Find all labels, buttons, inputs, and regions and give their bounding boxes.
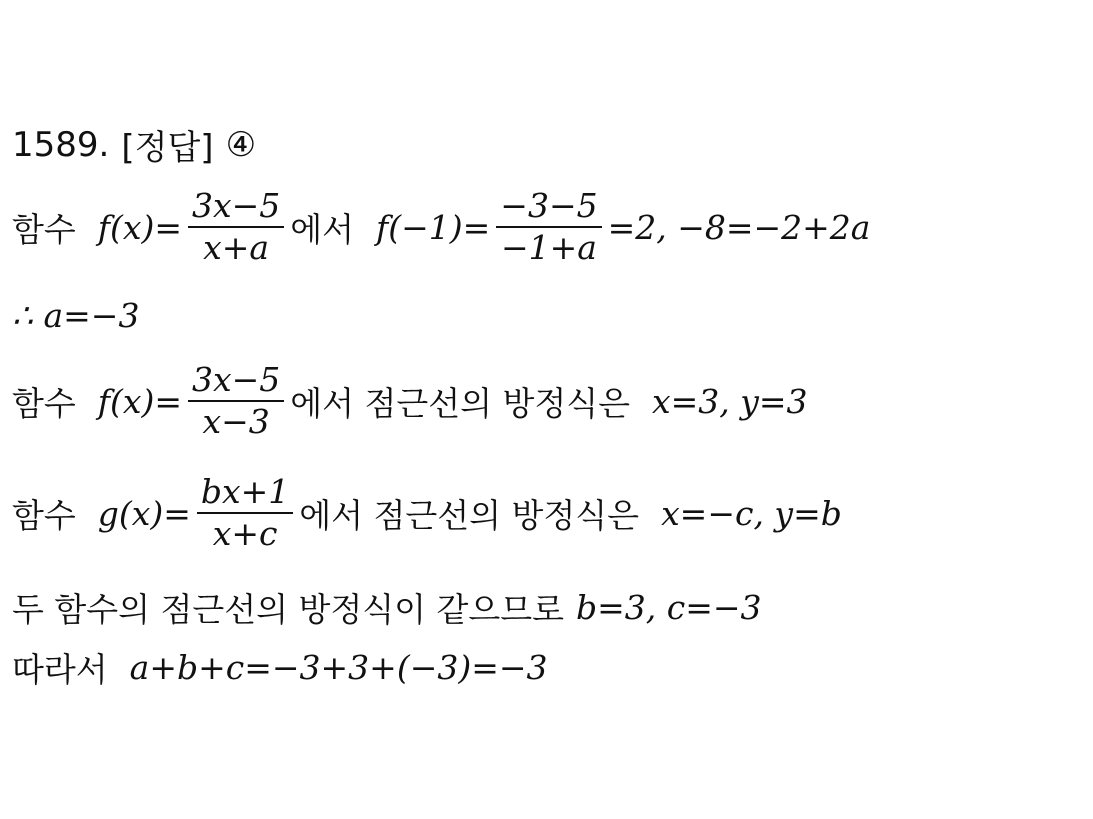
line5-rhs: b=3, c=−3 [576, 588, 762, 627]
line4-mid: 에서 점근선의 방정식은 [299, 495, 640, 535]
line3-rhs: x=3, y=3 [652, 381, 808, 421]
line4-rhs: x=−c, y=b [661, 493, 842, 533]
line3-lhs: f(x)= [97, 381, 182, 421]
line1-numerator: 3x−5 [192, 186, 281, 225]
line4-denominator: x+c [212, 514, 278, 553]
line4-lead: 함수 [12, 495, 76, 535]
solution-line-5 [12, 584, 762, 631]
line2-expr: ∴ a=−3 [12, 296, 140, 335]
line1-lhs: f(x)= [97, 207, 182, 247]
line1-denominator: x+a [203, 228, 270, 267]
solution-line-1 [12, 186, 870, 268]
line4-fraction [197, 472, 293, 554]
line3-lead: 함수 [12, 383, 76, 423]
line1-lead: 함수 [12, 209, 76, 249]
line3-fraction [188, 360, 284, 442]
line5-text: 두 함수의 점근선의 방정식이 같으므로 [12, 590, 565, 629]
line4-numerator: bx+1 [200, 472, 290, 511]
solution-line-2 [12, 296, 139, 335]
answer-mark: ④ [225, 124, 257, 165]
line1-lhs2: f(−1)= [376, 207, 491, 247]
line1-numerator-2: −3−5 [500, 186, 598, 225]
solution-line-3 [12, 360, 808, 442]
line4-lhs: g(x)= [97, 493, 191, 533]
line1-fraction-2 [496, 186, 601, 268]
solution-line-4 [12, 472, 842, 554]
line3-mid: 에서 점근선의 방정식은 [290, 383, 631, 423]
line6-rhs: a+b+c=−3+3+(−3)=−3 [129, 648, 548, 687]
problem-number: 1589. [12, 124, 110, 165]
line1-rhs: =2, −8=−2+2a [607, 207, 871, 247]
line1-denominator-2: −1+a [500, 228, 597, 267]
answer-label: [정답] [121, 128, 214, 168]
line3-numerator: 3x−5 [192, 360, 281, 399]
problem-header [12, 120, 256, 169]
line1-mid: 에서 [290, 209, 355, 249]
line6-text: 따라서 [12, 650, 108, 689]
line3-denominator: x−3 [202, 402, 270, 441]
line1-fraction [188, 186, 284, 268]
solution-line-6 [12, 644, 548, 691]
